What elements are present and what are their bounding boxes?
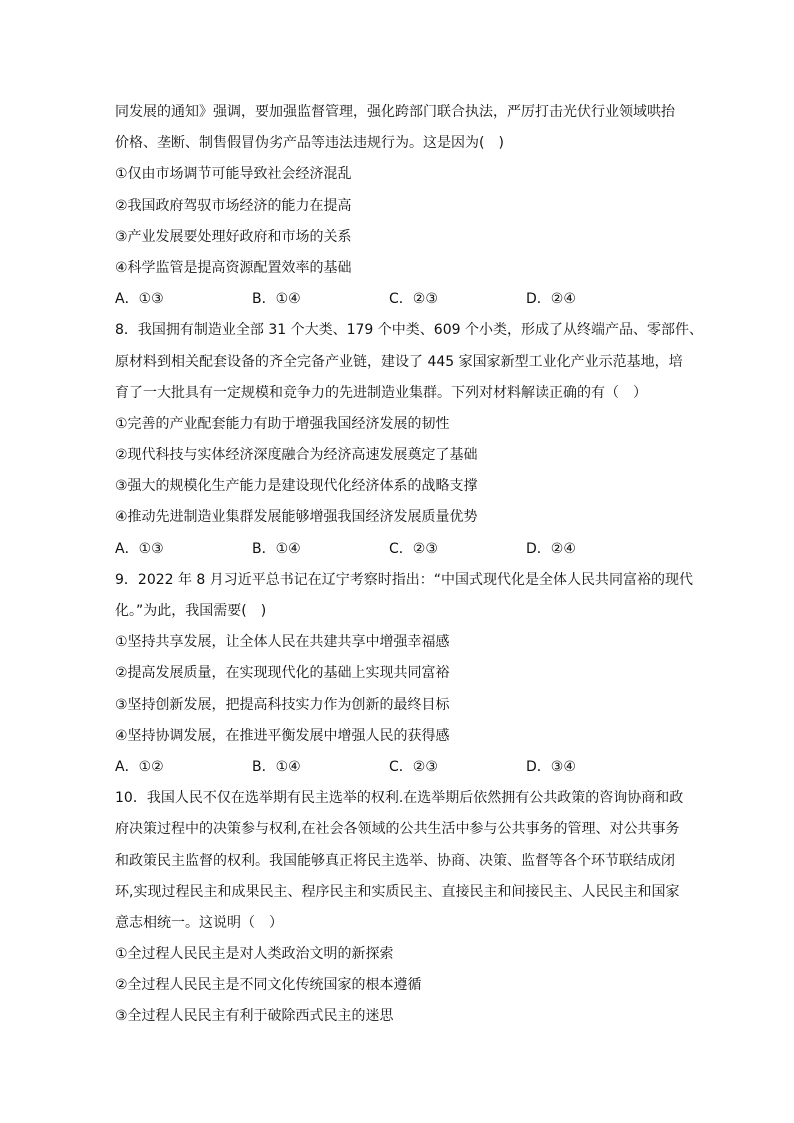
question-10 (115, 783, 695, 1033)
question-stem-line: 和政策民主监督的权利。我国能够真正将民主选举、协商、决策、监督等各个环节联结成闭 (115, 852, 675, 869)
question-stem-line: 原材料到相关配套设备的齐全完备产业链，建设了 445 家国家新型工业化产业示范基地，培 (115, 353, 683, 370)
answer-options (115, 284, 695, 315)
option-a: A．①③ (115, 540, 164, 557)
option-c: C．②③ (389, 291, 438, 308)
statement: ③坚持创新发展，把提高科技实力作为创新的最终目标 (115, 696, 450, 713)
statement: ③全过程人民民主有利于破除西式民主的迷思 (115, 1008, 394, 1025)
statement: ②提高发展质量，在实现现代化的基础上实现共同富裕 (115, 665, 450, 682)
statement: ③产业发展要处理好政府和市场的关系 (115, 228, 352, 245)
statement: ②全过程人民民主是不同文化传统国家的根本遵循 (115, 977, 422, 994)
question-stem-line: 9．2022 年 8 月习近平总书记在辽宁考察时指出：“中国式现代化是全体人民共同富裕的现代 (115, 571, 694, 588)
exam-page (115, 97, 703, 1033)
option-d: D．③④ (526, 758, 576, 775)
option-d: D．②④ (526, 540, 576, 557)
question-7 (115, 97, 695, 315)
question-stem-line: 育了一大批具有一定规模和竞争力的先进制造业集群。下列对材料解读正确的有（ ） (115, 384, 647, 401)
question-8 (115, 315, 703, 565)
question-stem-line: 意志相统一。这说明（ ） (115, 914, 283, 931)
question-stem-line: 价格、垄断、制售假冒伪劣产品等违法违规行为。这是因为( ) (115, 135, 504, 152)
option-b: B．①④ (252, 291, 301, 308)
statement: ④坚持协调发展，在推进平衡发展中增强人民的获得感 (115, 727, 450, 744)
statement: ④科学监管是提高资源配置效率的基础 (115, 259, 352, 276)
option-b: B．①④ (252, 758, 301, 775)
question-stem-line: 化。”为此，我国需要( ) (115, 603, 267, 619)
statement: ①仅由市场调节可能导致社会经济混乱 (115, 166, 352, 183)
question-stem-line: 同发展的通知》强调，要加强监督管理，强化跨部门联合执法，严厉打击光伏行业领域哄抬 (115, 104, 675, 120)
statement: ③强大的规模化生产能力是建设现代化经济体系的战略支撑 (115, 478, 478, 495)
statement: ①全过程人民民主是对人类政治文明的新探索 (115, 946, 394, 963)
statement: ②我国政府驾驭市场经济的能力在提高 (115, 197, 352, 214)
option-c: C．②③ (389, 540, 438, 557)
option-a: A．①② (115, 758, 164, 775)
question-9 (115, 565, 695, 783)
option-c: C．②③ (389, 758, 438, 775)
statement: ②现代科技与实体经济深度融合为经济高速发展奠定了基础 (115, 447, 478, 464)
question-stem-line: 环,实现过程民主和成果民主、程序民主和实质民主、直接民主和间接民主、人民民主和国家 (115, 883, 680, 900)
answer-options (115, 534, 695, 565)
option-a: A．①③ (115, 291, 164, 308)
answer-options (115, 752, 695, 783)
option-d: D．②④ (526, 291, 576, 308)
question-stem-line: 8．我国拥有制造业全部 31 个大类、179 个中类、609 个小类，形成了从终端产品、零部件、 (115, 322, 703, 339)
option-b: B．①④ (252, 540, 301, 557)
question-stem-line: 10．我国人民不仅在选举期有民主选举的权利.在选举期后依然拥有公共政策的咨询协商和政 (115, 790, 684, 807)
statement: ④推动先进制造业集群发展能够增强我国经济发展质量优势 (115, 509, 478, 526)
statement: ①完善的产业配套能力有助于增强我国经济发展的韧性 (115, 415, 450, 432)
question-stem-line: 府决策过程中的决策参与权利,在社会各领域的公共生活中参与公共事务的管理、对公共事务 (115, 821, 680, 838)
statement: ①坚持共享发展，让全体人民在共建共享中增强幸福感 (115, 634, 450, 651)
